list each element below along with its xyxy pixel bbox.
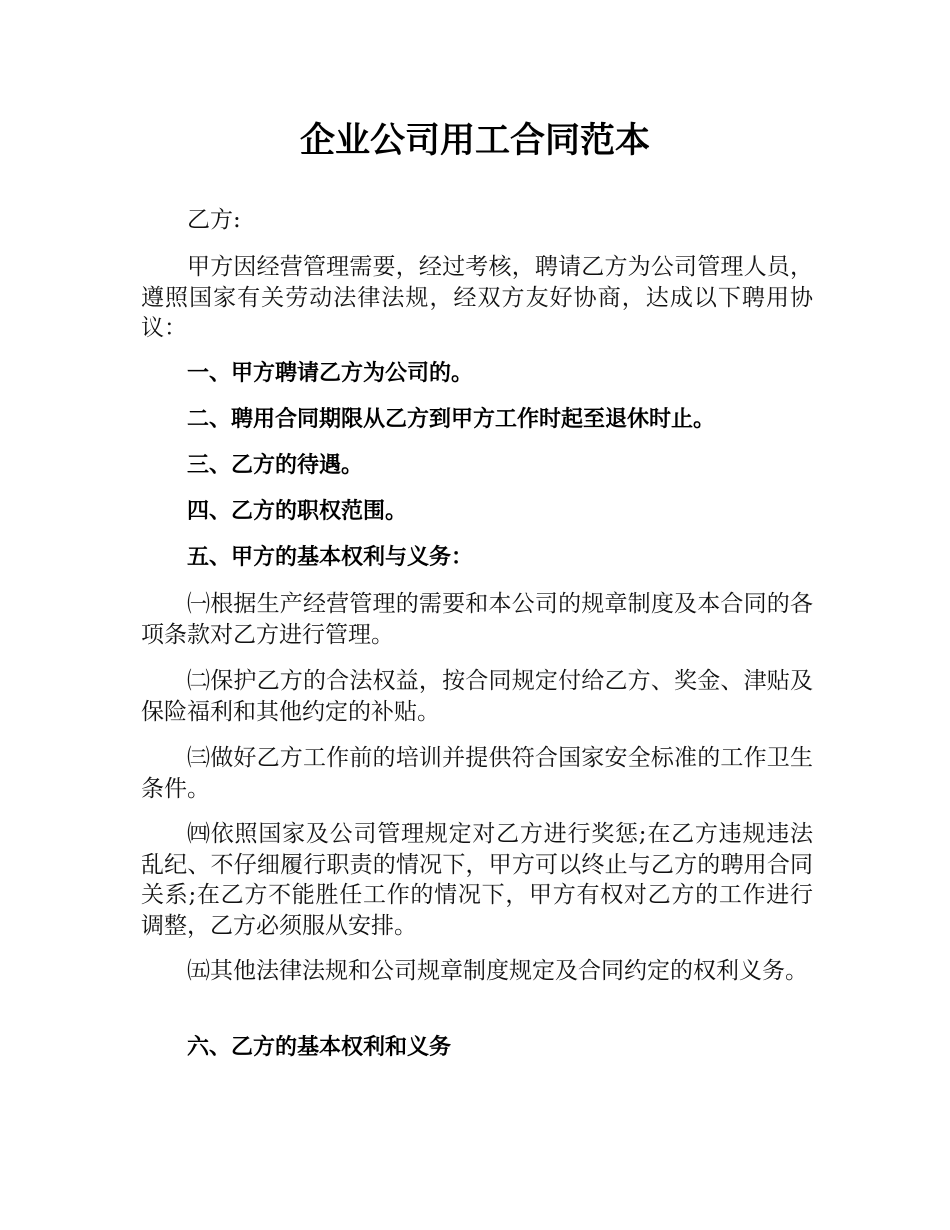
section-5-heading: 五、甲方的基本权利与义务： [187, 545, 474, 570]
document-title: 企业公司用工合同范本 [299, 121, 650, 161]
party-b-label: 乙方: [187, 207, 241, 233]
section-4-heading: 四、乙方的职权范围。 [187, 499, 408, 524]
intro-paragraph: 甲方因经营管理需要，经过考核，聘请乙方为公司管理人员，遵照国家有关劳动法律法规，经双方友好协商，达成以下聘用协议： [141, 254, 813, 341]
section-2-heading: 二、聘用合同期限从乙方到甲方工作时起至退休时止。 [187, 407, 716, 432]
clause-item-3: ㈢做好乙方工作前的培训并提供符合国家安全标准的工作卫生条件。 [141, 745, 813, 802]
clause-item-2: ㈡保护乙方的合法权益，按合同规定付给乙方、奖金、津贴及保险福利和其他约定的补贴。 [141, 668, 813, 725]
section-6-heading: 六、乙方的基本权利和义务 [187, 1035, 452, 1060]
clause-item-1: ㈠根据生产经营管理的需要和本公司的规章制度及本合同的各项条款对乙方进行管理。 [141, 591, 813, 648]
section-3-heading: 三、乙方的待遇。 [187, 453, 364, 478]
section-1-heading: 一、甲方聘请乙方为公司的。 [187, 361, 474, 386]
clause-item-4: ㈣依照国家及公司管理规定对乙方进行奖惩;在乙方违规违法乱纪、不仔细履行职责的情况下，甲方可以终止与乙方的聘用合同关系;在乙方不能胜任工作的情况下，甲方有权对乙方的工作进行调整，乙方必须服从安排。 [141, 821, 813, 939]
clause-item-5: ㈤其他法律法规和公司规章制度规定及合同约定的权利义务。 [187, 958, 808, 984]
